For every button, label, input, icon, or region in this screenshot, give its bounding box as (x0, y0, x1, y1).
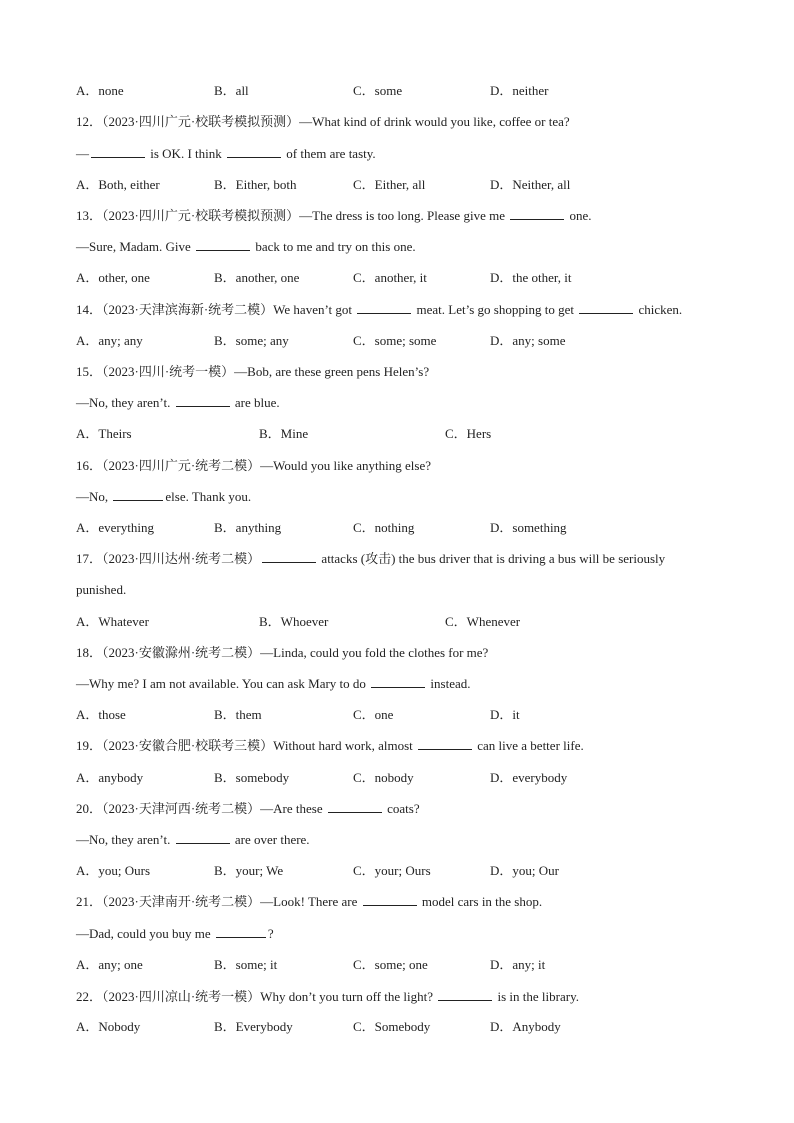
q17-stem (76, 550, 665, 568)
q22-stem-end: is in the library. (494, 989, 579, 1004)
q12-dash: — (76, 146, 89, 161)
q15-stem-text: —Bob, are these green pens Helen’s? (234, 364, 430, 379)
q14-source: 14．（2023·天津滨海新·统考二模） (76, 302, 274, 317)
q18-option-a[interactable]: A．those (76, 707, 126, 722)
q21-stem (76, 893, 542, 911)
q11-option-b[interactable]: B．all (214, 83, 249, 98)
q18-option-b[interactable]: B．them (214, 707, 262, 722)
q14-option-d[interactable]: D．any; some (490, 333, 566, 348)
q20-blank-2 (176, 831, 230, 844)
q22-options (76, 1018, 736, 1036)
q14-stem-end: chicken. (635, 302, 683, 317)
q21-option-d[interactable]: D．any; it (490, 957, 546, 972)
q13-option-c[interactable]: C．another, it (353, 270, 427, 285)
q17-stem-cont (76, 581, 126, 599)
q11-options (76, 82, 736, 100)
q22-blank-1 (438, 988, 492, 1001)
q20-line2-end: are over there. (231, 832, 310, 847)
q13-stem-end: one. (566, 208, 592, 223)
q13-blank-2 (196, 238, 250, 251)
q16-option-b[interactable]: B．anything (214, 520, 282, 535)
q12-option-d[interactable]: D．Neither, all (490, 177, 571, 192)
q16-options (76, 519, 736, 537)
q12-stem-text: —What kind of drink would you like, coffee or tea? (299, 114, 570, 129)
q20-source: 20．（2023·天津河西·统考二模） (76, 801, 261, 816)
q13-stem (76, 207, 592, 225)
q21-option-b[interactable]: B．some; it (214, 957, 278, 972)
q18-line2-start: —Why me? I am not available. You can ask Mary to do (76, 676, 370, 691)
q21-option-c[interactable]: C．some; one (353, 957, 428, 972)
q16-stem (76, 457, 431, 475)
q12-stem (76, 113, 570, 131)
q18-source: 18．（2023·安徽滁州·统考二模） (76, 645, 261, 660)
q18-blank-1 (371, 675, 425, 688)
q11-option-c[interactable]: C．some (353, 83, 403, 98)
q20-blank-1 (328, 800, 382, 813)
q21-line2-end: ? (267, 926, 274, 941)
q16-line2-start: —No, (76, 489, 112, 504)
q18-stem (76, 644, 488, 662)
q22-option-a[interactable]: A．Nobody (76, 1019, 141, 1034)
q16-line2 (76, 488, 251, 506)
q13-blank-1 (510, 207, 564, 220)
q17-source: 17．（2023·四川达州·统考二模） (76, 551, 261, 566)
q22-stem (76, 988, 579, 1006)
q22-option-d[interactable]: D．Anybody (490, 1019, 561, 1034)
q16-source: 16．（2023·四川广元·统考二模） (76, 458, 261, 473)
q15-blank-1 (176, 394, 230, 407)
q14-stem-start: We haven’t got (273, 302, 356, 317)
q15-stem (76, 363, 429, 381)
q16-option-d[interactable]: D．something (490, 520, 567, 535)
q17-option-a[interactable]: A．Whatever (76, 614, 149, 629)
q13-options (76, 269, 736, 287)
q13-option-b[interactable]: B．another, one (214, 270, 300, 285)
q12-line2-mid: is OK. I think (147, 146, 225, 161)
q21-stem-start: —Look! There are (260, 894, 361, 909)
q22-stem-start: Why don’t you turn off the light? (260, 989, 437, 1004)
q20-line2-start: —No, they aren’t. (76, 832, 174, 847)
q20-line2 (76, 831, 310, 849)
q17-option-c[interactable]: C．Whenever (445, 614, 521, 629)
q19-blank-1 (418, 737, 472, 750)
q21-stem-end: model cars in the shop. (418, 894, 543, 909)
q11-option-a[interactable]: A．none (76, 83, 124, 98)
q11-option-d[interactable]: D．neither (490, 83, 549, 98)
q14-blank-2 (579, 301, 633, 314)
q12-blank-1 (91, 145, 145, 158)
q22-option-b[interactable]: B．Everybody (214, 1019, 293, 1034)
q19-stem-start: Without hard work, almost (273, 738, 416, 753)
q18-line2-end: instead. (427, 676, 471, 691)
q22-source: 22．（2023·四川凉山·统考一模） (76, 989, 261, 1004)
q14-stem-mid: meat. Let’s go shopping to get (413, 302, 578, 317)
q13-line2-start: —Sure, Madam. Give (76, 239, 195, 254)
q19-source: 19．（2023·安徽合肥·校联考三模） (76, 738, 274, 753)
q16-option-c[interactable]: C．nothing (353, 520, 415, 535)
q20-option-c[interactable]: C．your; Ours (353, 863, 431, 878)
q14-stem (76, 301, 682, 319)
q21-blank-2 (216, 925, 266, 938)
q15-option-c[interactable]: C．Hers (445, 426, 492, 441)
q19-stem-end: can live a better life. (474, 738, 584, 753)
q18-options (76, 706, 736, 724)
q12-option-a[interactable]: A．Both, either (76, 177, 160, 192)
q15-option-b[interactable]: B．Mine (259, 426, 309, 441)
q12-source: 12．（2023·四川广元·校联考模拟预测） (76, 114, 300, 129)
q14-blank-1 (357, 301, 411, 314)
q18-stem-text: —Linda, could you fold the clothes for me? (260, 645, 489, 660)
q14-option-b[interactable]: B．some; any (214, 333, 289, 348)
q13-option-a[interactable]: A．other, one (76, 270, 150, 285)
q14-option-a[interactable]: A．any; any (76, 333, 143, 348)
q17-blank-1 (262, 550, 316, 563)
q20-stem-start: —Are these (260, 801, 326, 816)
q21-blank-1 (363, 893, 417, 906)
q17-stem-cont-text: punished. (76, 582, 127, 597)
q16-stem-text: —Would you like anything else? (260, 458, 431, 473)
q12-option-c[interactable]: C．Either, all (353, 177, 426, 192)
q15-line2 (76, 394, 280, 412)
q21-line2 (76, 925, 274, 943)
q15-source: 15．（2023·四川·统考一模） (76, 364, 235, 379)
q19-stem (76, 737, 584, 755)
q17-stem-end: attacks (攻击) the bus driver that is driving a bus will be seriously (318, 551, 666, 566)
q15-option-a[interactable]: A．Theirs (76, 426, 132, 441)
q17-option-b[interactable]: B．Whoever (259, 614, 329, 629)
q21-source: 21．（2023·天津南开·统考二模） (76, 894, 261, 909)
q19-option-c[interactable]: C．nobody (353, 770, 414, 785)
q12-option-b[interactable]: B．Either, both (214, 177, 297, 192)
q12-options (76, 176, 736, 194)
q14-option-c[interactable]: C．some; some (353, 333, 437, 348)
q13-source: 13．（2023·四川广元·校联考模拟预测） (76, 208, 300, 223)
q20-stem-end: coats? (383, 801, 420, 816)
q17-options (76, 613, 736, 631)
q16-blank-1 (113, 488, 163, 501)
q13-stem-start: —The dress is too long. Please give me (299, 208, 509, 223)
q15-options (76, 425, 736, 443)
q19-option-a[interactable]: A．anybody (76, 770, 144, 785)
q20-option-d[interactable]: D．you; Our (490, 863, 559, 878)
q19-option-b[interactable]: B．somebody (214, 770, 290, 785)
q19-option-d[interactable]: D．everybody (490, 770, 568, 785)
q12-line2-end: of them are tasty. (283, 146, 376, 161)
q14-options (76, 332, 736, 350)
q12-line2 (76, 145, 376, 163)
q19-options (76, 769, 736, 787)
q21-options (76, 956, 736, 974)
q20-option-b[interactable]: B．your; We (214, 863, 284, 878)
q20-options (76, 862, 736, 880)
q20-stem (76, 800, 420, 818)
q15-line2-start: —No, they aren’t. (76, 395, 174, 410)
q16-line2-end: else. Thank you. (165, 489, 252, 504)
q13-option-d[interactable]: D．the other, it (490, 270, 572, 285)
q22-option-c[interactable]: C．Somebody (353, 1019, 431, 1034)
q20-option-a[interactable]: A．you; Ours (76, 863, 151, 878)
q15-line2-end: are blue. (231, 395, 280, 410)
q13-line2-end: back to me and try on this one. (252, 239, 416, 254)
q18-line2 (76, 675, 470, 693)
q12-blank-2 (227, 145, 281, 158)
q13-line2 (76, 238, 416, 256)
q16-option-a[interactable]: A．everything (76, 520, 154, 535)
q18-option-d[interactable]: D．it (490, 707, 520, 722)
q21-option-a[interactable]: A．any; one (76, 957, 143, 972)
q18-option-c[interactable]: C．one (353, 707, 394, 722)
q21-line2-start: —Dad, could you buy me (76, 926, 214, 941)
